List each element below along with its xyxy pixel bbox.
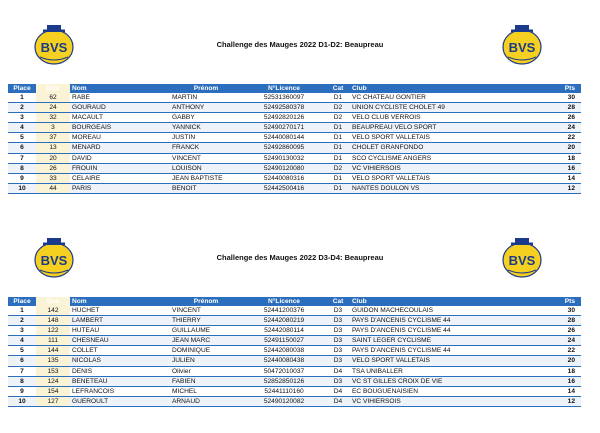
table-row — [8, 93, 581, 103]
cell-nom: COLLET — [70, 346, 170, 356]
table-header-row — [8, 297, 581, 306]
cell-prenom: Olivier — [170, 366, 242, 376]
cell-nom: HUCHET — [70, 306, 170, 316]
logo-text: BVS — [40, 253, 68, 268]
cell-nom: MENARD — [70, 143, 170, 153]
cell-dos: 20 — [36, 153, 70, 163]
cell-club: PAYS D'ANCENIS CYCLISME 44 — [350, 326, 530, 336]
cell-pts: 20 — [530, 356, 581, 366]
table-row — [8, 396, 581, 406]
cell-cat: D3 — [326, 336, 350, 346]
table-row — [8, 306, 581, 316]
cell-nom: RABE — [70, 93, 170, 103]
table-row — [8, 183, 581, 193]
cell-dos: 124 — [36, 376, 70, 386]
table-row — [8, 356, 581, 366]
cell-dos: 3 — [36, 123, 70, 133]
cell-dos: 135 — [36, 356, 70, 366]
cell-pts: 12 — [530, 183, 581, 193]
cell-cat: D3 — [326, 376, 350, 386]
cell-pts: 24 — [530, 123, 581, 133]
header-club: Club — [352, 298, 367, 305]
table-row — [8, 163, 581, 173]
cell-place: 6 — [8, 143, 36, 153]
cell-place: 2 — [8, 316, 36, 326]
table-row — [8, 173, 581, 183]
cell-licence: 52490120082 — [242, 396, 326, 406]
cell-prenom: ANTHONY — [170, 103, 242, 113]
cell-place: 1 — [8, 306, 36, 316]
cell-club: VELO SPORT VALLETAIS — [350, 173, 530, 183]
cell-club: VC VIHIERSOIS — [350, 396, 530, 406]
cell-club: VELO CLUB VERROIS — [350, 113, 530, 123]
cell-club: BEAUPREAU VELO SPORT — [350, 123, 530, 133]
cell-cat: D3 — [326, 356, 350, 366]
cell-place: 8 — [8, 163, 36, 173]
cell-dos: 33 — [36, 173, 70, 183]
section-title: Challenge des Mauges 2022 D3-D4: Beaupreau — [216, 253, 384, 262]
logo-text: BVS — [40, 40, 68, 55]
cell-prenom: JULIEN — [170, 356, 242, 366]
cell-prenom: VINCENT — [170, 306, 242, 316]
cell-place: 3 — [8, 113, 36, 123]
cell-prenom: FRANCK — [170, 143, 242, 153]
cell-cat: D1 — [326, 143, 350, 153]
cell-nom: GUEROULT — [70, 396, 170, 406]
cell-place: 10 — [8, 396, 36, 406]
cell-dos: 148 — [36, 316, 70, 326]
header-prenom: Prénom — [193, 298, 219, 305]
cell-club: GUIDON MACHECOULAIS — [350, 306, 530, 316]
cell-cat: D2 — [326, 103, 350, 113]
header-cat: Cat — [332, 298, 344, 305]
cell-prenom: MARTIN — [170, 93, 242, 103]
cell-cat: D4 — [326, 396, 350, 406]
cell-licence: 52442500416 — [242, 183, 326, 193]
cell-place: 6 — [8, 356, 36, 366]
bvs-logo-icon — [500, 22, 544, 66]
cell-nom: FROUIN — [70, 163, 170, 173]
logo-text: BVS — [508, 40, 536, 55]
table-row — [8, 346, 581, 356]
header-pts: Pts — [564, 298, 575, 305]
cell-nom: CELAIRE — [70, 173, 170, 183]
table-row — [8, 376, 581, 386]
cell-dos: 127 — [36, 396, 70, 406]
cell-licence: 52531360097 — [242, 93, 326, 103]
cell-pts: 18 — [530, 153, 581, 163]
results-table — [8, 297, 581, 407]
cell-licence: 52492580378 — [242, 103, 326, 113]
cell-place: 4 — [8, 336, 36, 346]
cell-prenom: DOMINIQUE — [170, 346, 242, 356]
cell-cat: D3 — [326, 306, 350, 316]
cell-club: TSA UNIBALLER — [350, 366, 530, 376]
cell-prenom: VINCENT — [170, 153, 242, 163]
cell-place: 2 — [8, 103, 36, 113]
cell-licence: 52441110160 — [242, 386, 326, 396]
cell-licence: 52442080219 — [242, 316, 326, 326]
cell-cat: D2 — [326, 163, 350, 173]
cell-pts: 14 — [530, 173, 581, 183]
cell-pts: 16 — [530, 163, 581, 173]
cell-prenom: BENOIT — [170, 183, 242, 193]
cell-club: PAYS D'ANCENIS CYCLISME 44 — [350, 346, 530, 356]
cell-pts: 18 — [530, 366, 581, 376]
cell-club: SCO CYCLISME ANGERS — [350, 153, 530, 163]
cell-licence: 52490130032 — [242, 153, 326, 163]
cell-prenom: YANNICK — [170, 123, 242, 133]
cell-place: 9 — [8, 386, 36, 396]
cell-dos: 111 — [36, 336, 70, 346]
cell-nom: BENETEAU — [70, 376, 170, 386]
cell-pts: 14 — [530, 386, 581, 396]
cell-cat: D3 — [326, 316, 350, 326]
header-nom: Nom — [72, 85, 87, 92]
header-licence: N°Licence — [268, 298, 300, 305]
cell-pts: 22 — [530, 133, 581, 143]
cell-cat: D1 — [326, 153, 350, 163]
cell-nom: PARIS — [70, 183, 170, 193]
cell-nom: CHESNEAU — [70, 336, 170, 346]
cell-place: 7 — [8, 366, 36, 376]
header-licence: N°Licence — [268, 85, 300, 92]
cell-dos: 142 — [36, 306, 70, 316]
cell-cat: D1 — [326, 133, 350, 143]
cell-place: 7 — [8, 153, 36, 163]
cell-dos: 154 — [36, 386, 70, 396]
table-row — [8, 366, 581, 376]
cell-nom: GOURAUD — [70, 103, 170, 113]
cell-prenom: JUSTIN — [170, 133, 242, 143]
cell-prenom: JEAN MARC — [170, 336, 242, 346]
header-place: Place — [13, 85, 31, 92]
cell-nom: LEFRANCOIS — [70, 386, 170, 396]
cell-cat: D4 — [326, 386, 350, 396]
cell-licence: 52492860095 — [242, 143, 326, 153]
cell-dos: 153 — [36, 366, 70, 376]
cell-place: 10 — [8, 183, 36, 193]
cell-nom: MACAULT — [70, 113, 170, 123]
cell-cat: D3 — [326, 346, 350, 356]
cell-nom: LAMBERT — [70, 316, 170, 326]
cell-nom: HUTEAU — [70, 326, 170, 336]
table-row — [8, 336, 581, 346]
cell-pts: 20 — [530, 143, 581, 153]
table-header-row — [8, 84, 581, 93]
cell-licence: 52852850126 — [242, 376, 326, 386]
cell-cat: D2 — [326, 113, 350, 123]
cell-dos: 144 — [36, 346, 70, 356]
section-title: Challenge des Mauges 2022 D1-D2: Beaupreau — [216, 40, 384, 49]
table-row — [8, 386, 581, 396]
cell-licence: 52440080144 — [242, 133, 326, 143]
cell-nom: NICOLAS — [70, 356, 170, 366]
table-row — [8, 326, 581, 336]
cell-dos: 13 — [36, 143, 70, 153]
cell-prenom: JEAN BAPTISTE — [170, 173, 242, 183]
cell-dos: 44 — [36, 183, 70, 193]
cell-dos: 26 — [36, 163, 70, 173]
cell-pts: 30 — [530, 93, 581, 103]
cell-cat: D1 — [326, 123, 350, 133]
cell-club: EC BOUGUENAISIEN — [350, 386, 530, 396]
table-row — [8, 153, 581, 163]
cell-prenom: LOUISON — [170, 163, 242, 173]
cell-pts: 26 — [530, 113, 581, 123]
header-cat: Cat — [332, 85, 344, 92]
cell-licence: 52442080114 — [242, 326, 326, 336]
table-row — [8, 113, 581, 123]
cell-pts: 24 — [530, 336, 581, 346]
cell-club: NANTES DOULON VS — [350, 183, 530, 193]
cell-place: 1 — [8, 93, 36, 103]
cell-place: 3 — [8, 326, 36, 336]
header-prenom: Prénom — [193, 85, 219, 92]
header-place: Place — [13, 298, 31, 305]
cell-nom: BOURGEAIS — [70, 123, 170, 133]
cell-club: VELO SPORT VALLETAIS — [350, 356, 530, 366]
cell-pts: 12 — [530, 396, 581, 406]
cell-pts: 16 — [530, 376, 581, 386]
cell-club: SAINT LEGER CYCLISME — [350, 336, 530, 346]
cell-prenom: ARNAUD — [170, 396, 242, 406]
cell-place: 5 — [8, 346, 36, 356]
table-row — [8, 143, 581, 153]
cell-place: 9 — [8, 173, 36, 183]
cell-dos: 122 — [36, 326, 70, 336]
cell-club: UNION CYCLISTE CHOLET 49 — [350, 103, 530, 113]
table-row — [8, 103, 581, 113]
cell-dos: 37 — [36, 133, 70, 143]
cell-dos: 32 — [36, 113, 70, 123]
logo-text: BVS — [508, 253, 536, 268]
cell-dos: 24 — [36, 103, 70, 113]
cell-cat: D1 — [326, 173, 350, 183]
cell-cat: D1 — [326, 183, 350, 193]
cell-cat: D1 — [326, 93, 350, 103]
cell-nom: MOREAU — [70, 133, 170, 143]
bvs-logo-icon — [500, 235, 544, 279]
cell-club: VELO SPORT VALLETAIS — [350, 133, 530, 143]
cell-pts: 22 — [530, 346, 581, 356]
cell-prenom: FABIEN — [170, 376, 242, 386]
cell-club: VC CHATEAU GONTIER — [350, 93, 530, 103]
cell-licence: 52490270171 — [242, 123, 326, 133]
results-table — [8, 84, 581, 194]
cell-club: PAYS D'ANCENIS CYCLISME 44 — [350, 316, 530, 326]
cell-licence: 52492820126 — [242, 113, 326, 123]
cell-pts: 28 — [530, 316, 581, 326]
cell-licence: 52491150027 — [242, 336, 326, 346]
header-club: Club — [352, 85, 367, 92]
cell-nom: DAVID — [70, 153, 170, 163]
cell-licence: 52442080038 — [242, 346, 326, 356]
cell-prenom: GUILLAUME — [170, 326, 242, 336]
cell-licence: 52440080316 — [242, 173, 326, 183]
header-nom: Nom — [72, 298, 87, 305]
cell-prenom: MICHEL — [170, 386, 242, 396]
cell-licence: 52441200376 — [242, 306, 326, 316]
header-pts: Pts — [564, 85, 575, 92]
cell-place: 5 — [8, 133, 36, 143]
cell-cat: D4 — [326, 366, 350, 376]
cell-place: 4 — [8, 123, 36, 133]
table-row — [8, 123, 581, 133]
cell-licence: 50472010037 — [242, 366, 326, 376]
cell-pts: 28 — [530, 103, 581, 113]
table-row — [8, 316, 581, 326]
table-row — [8, 133, 581, 143]
cell-dos: 62 — [36, 93, 70, 103]
cell-club: VC ST GILLES CROIX DE VIE — [350, 376, 530, 386]
cell-licence: 52490120080 — [242, 163, 326, 173]
cell-club: CHOLET GRANFONDO — [350, 143, 530, 153]
cell-prenom: THIERRY — [170, 316, 242, 326]
cell-nom: DENIS — [70, 366, 170, 376]
cell-cat: D3 — [326, 326, 350, 336]
cell-prenom: GABBY — [170, 113, 242, 123]
header-dos: Dos — [36, 84, 70, 93]
cell-pts: 26 — [530, 326, 581, 336]
cell-licence: 52440080438 — [242, 356, 326, 366]
cell-club: VC VIHIERSOIS — [350, 163, 530, 173]
cell-pts: 30 — [530, 306, 581, 316]
header-dos: Dos — [36, 297, 70, 306]
cell-place: 8 — [8, 376, 36, 386]
